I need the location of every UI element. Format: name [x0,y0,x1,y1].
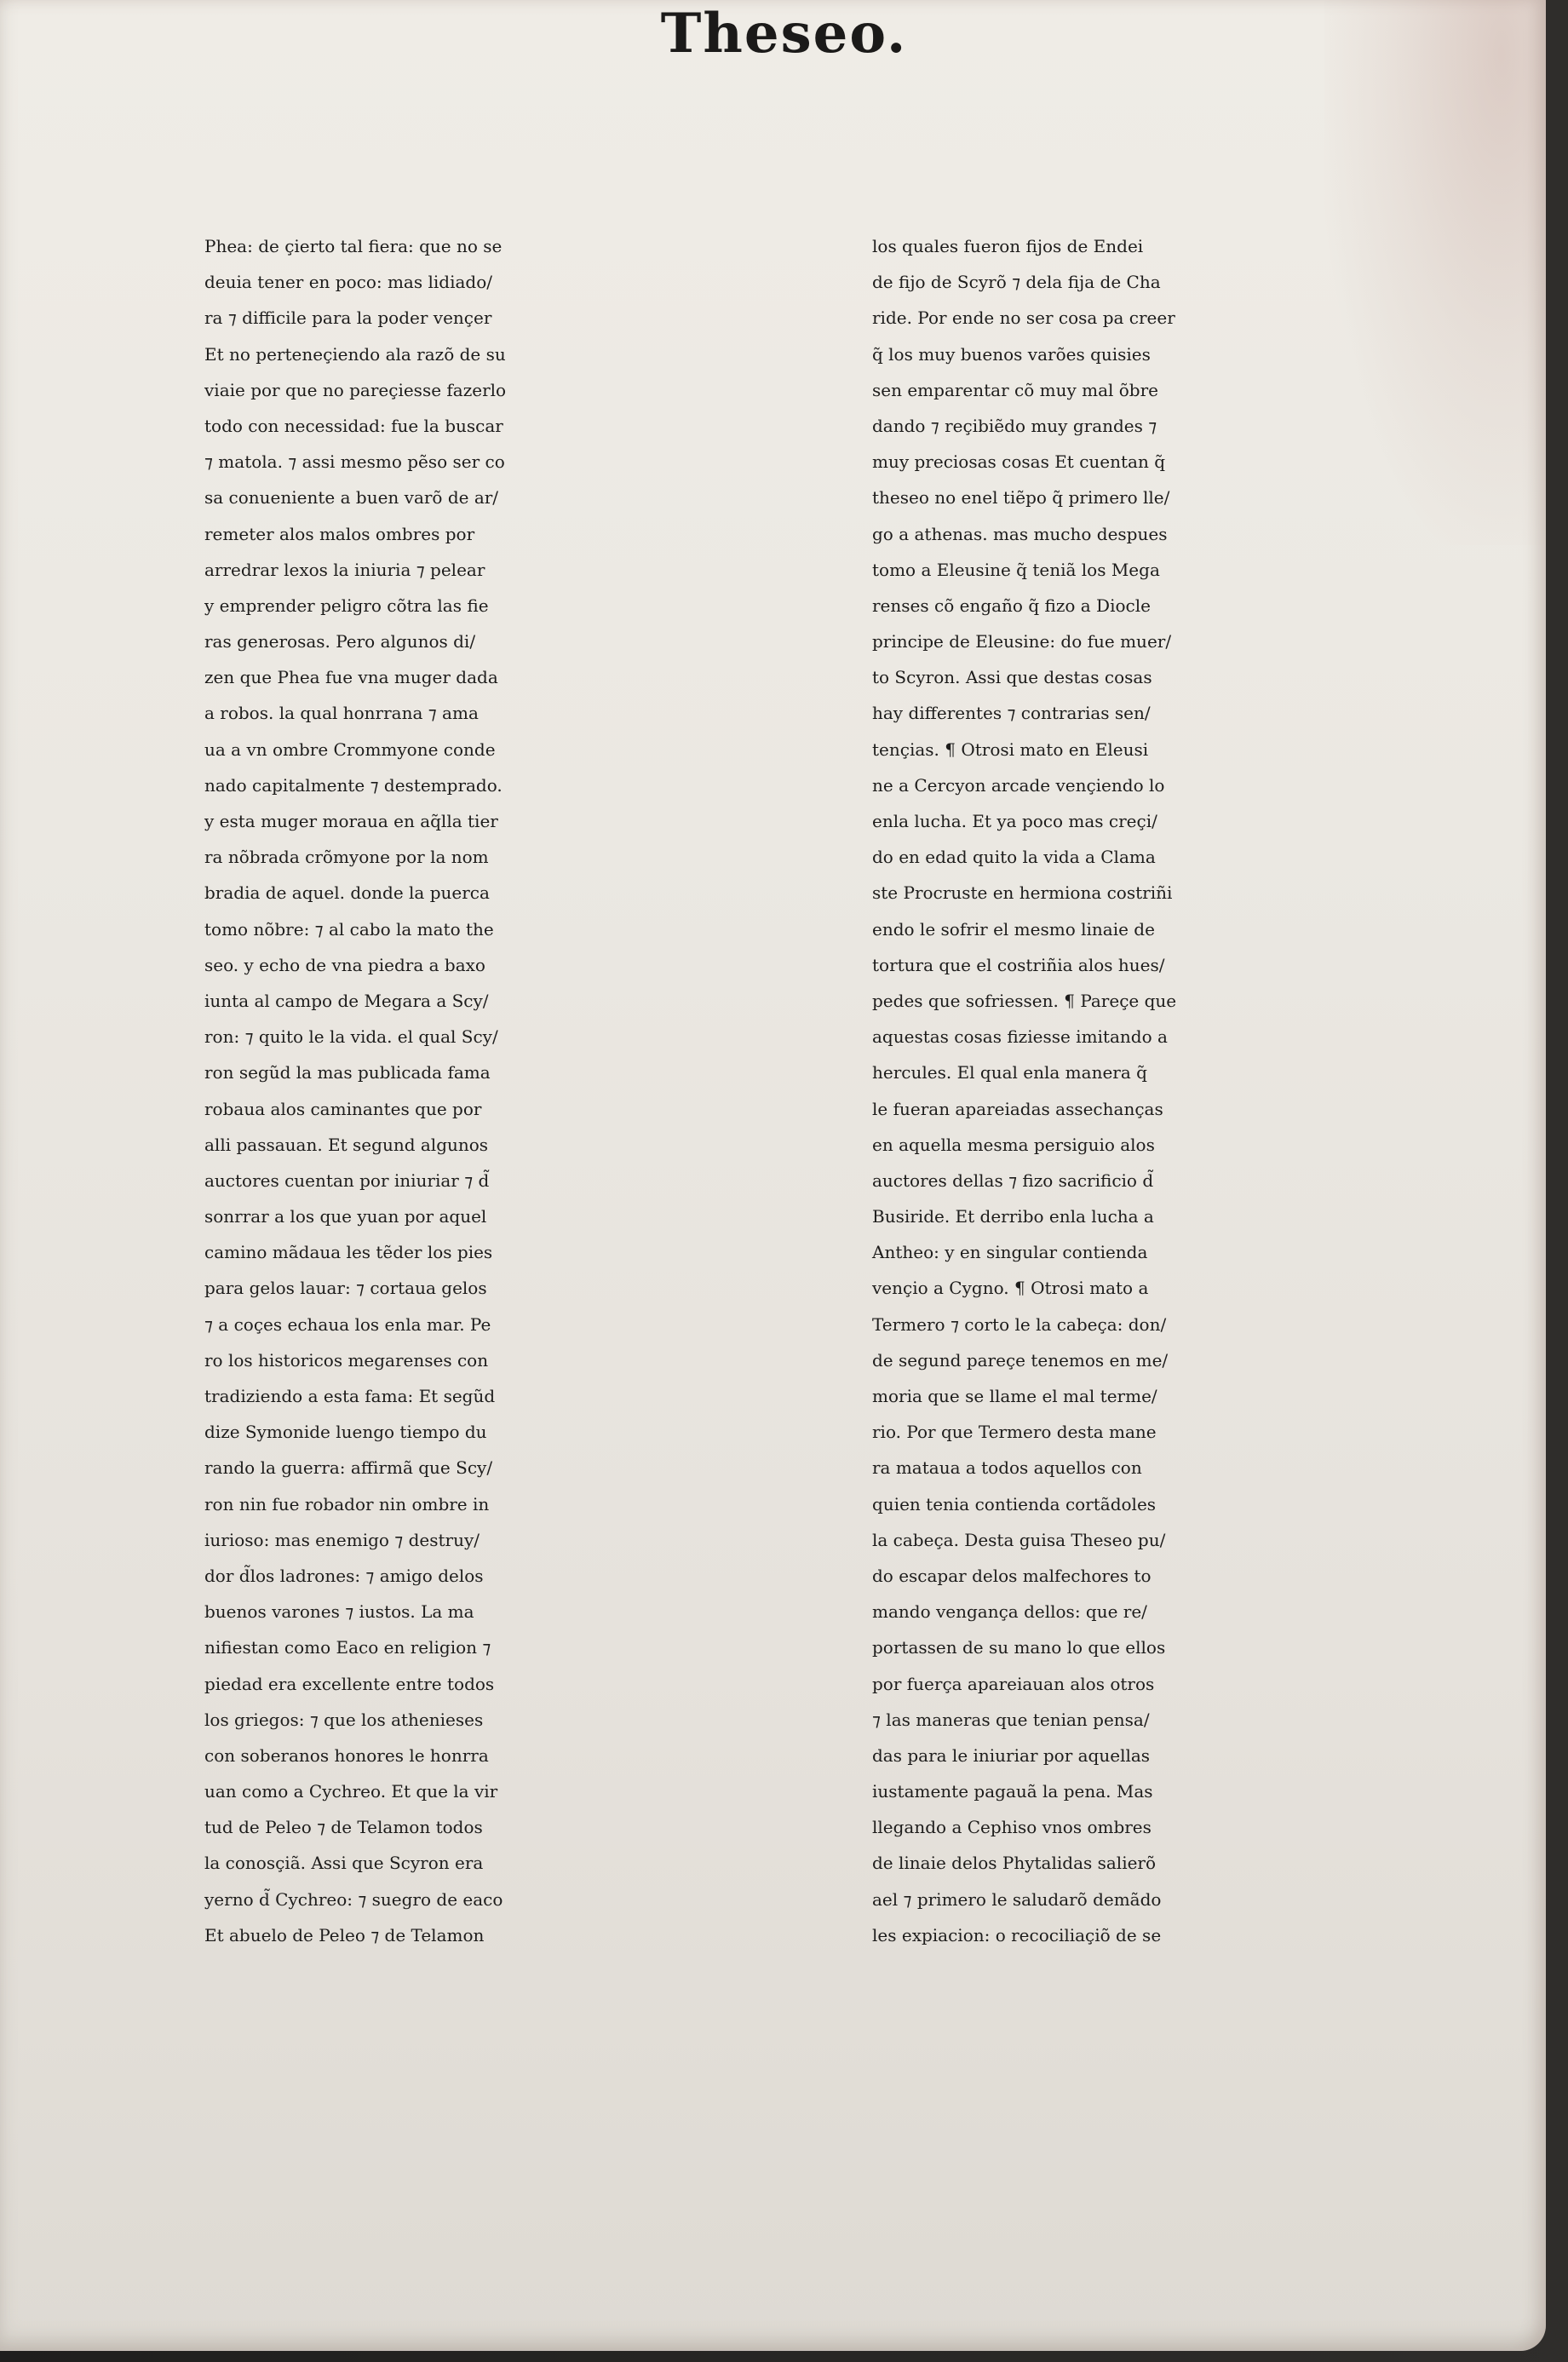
text-line: Phea: de çierto tal fiera: que no se [204,236,503,256]
text-line: en aquella mesma persiguio alos [872,1134,1155,1155]
text-line: do escapar delos malfechores to [872,1565,1152,1586]
text-line: muy preciosas cosas Et cuentan q̃ [872,451,1165,473]
text-line: de linaie delos Phytalidas salierõ [872,1853,1157,1874]
text-line: q̃ los muy buenos varões quisies [872,343,1151,365]
text-line: auctores dellas ⁊ fizo sacrificio d̃ [872,1170,1154,1191]
text-line: Busiride. Et derribo enla lucha a [872,1206,1154,1227]
text-line: ride. Por ende no ser cosa pa creer [872,307,1175,329]
text-line: y emprender peligro cõtra las fie [204,595,489,616]
text-line: viaie por que no pareçiesse fazerlo [204,379,507,400]
left-text-column [204,228,801,1953]
text-line: endo le sofrir el mesmo linaie de [872,918,1155,940]
text-line: sa conueniente a buen varõ de ar/ [204,487,499,509]
text-line: tençias. ¶ Otrosi mato en Eleusi [872,738,1149,760]
text-line: camino mãdaua les tẽder los pies [204,1242,493,1263]
text-line: ras generosas. Pero algunos di/ [204,631,476,652]
text-line: tradiziendo a esta fama: Et segũd [204,1386,496,1406]
text-line: ne a Cercyon arcade vençiendo lo [872,774,1165,796]
text-line: la conosçiã. Assi que Scyron era [204,1853,484,1874]
text-line: iustamente pagauã la pena. Mas [872,1781,1153,1802]
text-line: bradia de aquel. donde la puerca [204,882,490,904]
running-head: Theseo. [660,2,908,66]
text-line: iunta al campo de Megara a Scy/ [204,990,489,1011]
text-line: ron nin fue robador nin ombre in [204,1493,490,1514]
text-line: para gelos lauar: ⁊ cortaua gelos [204,1278,487,1299]
text-line: de segund pareçe tenemos en me/ [872,1349,1169,1371]
text-line: vençio a Cygno. ¶ Otrosi mato a [872,1278,1149,1299]
text-line: Antheo: y en singular contienda [872,1242,1148,1263]
text-line: ael ⁊ primero le saludarõ demãdo [872,1888,1162,1910]
text-line: do en edad quito la vida a Clama [872,847,1156,868]
text-line: nifiestan como Eaco en religion ⁊ [204,1637,491,1658]
text-line: les expiacion: o recociliaçiõ de se [872,1924,1162,1945]
text-line: todo con necessidad: fue la buscar [204,415,503,436]
text-line: piedad era excellente entre todos [204,1673,495,1694]
text-line: to Scyron. Assi que destas cosas [872,667,1152,688]
text-line: iurioso: mas enemigo ⁊ destruy/ [204,1529,480,1550]
text-line: pedes que sofriessen. ¶ Pareçe que [872,990,1177,1011]
text-line: robaua alos caminantes que por [204,1098,482,1119]
text-line: tomo nõbre: ⁊ al cabo la mato the [204,918,494,940]
text-line: ron: ⁊ quito le la vida. el qual Scy/ [204,1026,498,1048]
text-line: los quales fueron fijos de Endei [872,236,1144,256]
text-line: rando la guerra: affirmã que Scy/ [204,1457,493,1479]
text-line: das para le iniuriar por aquellas [872,1744,1151,1766]
text-line: ⁊ matola. ⁊ assi mesmo pẽso ser co [204,451,505,473]
text-line: deuia tener en poco: mas lidiado/ [204,272,492,293]
text-line: la cabeça. Desta guisa Theseo pu/ [872,1529,1166,1550]
text-line: ra mataua a todos aquellos con [872,1457,1142,1479]
text-line: uan como a Cychreo. Et que la vir [204,1781,498,1802]
text-line: los griegos: ⁊ que los athenieses [204,1709,484,1730]
text-line: zen que Phea fue vna muger dada [204,667,498,688]
text-line: dize Symonide luengo tiempo du [204,1422,487,1443]
text-line: sen emparentar cõ muy mal õbre [872,379,1159,400]
text-line: arredrar lexos la iniuria ⁊ pelear [204,559,485,580]
text-line: seo. y echo de vna piedra a baxo [204,954,485,975]
text-line: moria que se llame el mal terme/ [872,1386,1157,1406]
text-line: ra ⁊ difficile para la poder vençer [204,307,492,329]
text-line: renses cõ engaño q̃ fizo a Diocle [872,595,1151,616]
text-line: ro los historicos megarenses con [204,1349,489,1371]
text-line: ste Procruste en hermiona costriñi [872,882,1173,904]
text-line: dando ⁊ reçibiẽdo muy grandes ⁊ [872,415,1157,436]
text-line: ua a vn ombre Crommyone conde [204,738,496,760]
text-line: principe de Eleusine: do fue muer/ [872,631,1172,652]
text-line: tortura que el costriñia alos hues/ [872,954,1165,975]
text-line: le fueran apareiadas assechanças [872,1098,1163,1119]
text-line: ⁊ a coçes echaua los enla mar. Pe [204,1313,491,1335]
text-line: llegando a Cephiso vnos ombres [872,1817,1152,1838]
text-line: Termero ⁊ corto le la cabeça: don/ [872,1313,1167,1335]
text-line: remeter alos malos ombres por [204,523,475,544]
text-line: quien tenia contienda cortãdoles [872,1493,1157,1514]
text-line: ron segũd la mas publicada fama [204,1062,491,1083]
text-line: Et no perteneçiendo ala razõ de su [204,343,506,365]
text-line: hercules. El qual enla manera q̃ [872,1062,1147,1083]
text-line: alli passauan. Et segund algunos [204,1134,489,1155]
text-line: yerno d̃ Cychreo: ⁊ suegro de eaco [204,1888,503,1910]
text-line: Et abuelo de Peleo ⁊ de Telamon [204,1924,485,1945]
text-line: dor d̃los ladrones: ⁊ amigo delos [204,1565,484,1586]
text-line: mando vengança dellos: que re/ [872,1601,1147,1623]
text-line: theseo no enel tiẽpo q̃ primero lle/ [872,487,1170,509]
text-line: hay differentes ⁊ contrarias sen/ [872,703,1151,724]
text-line: tud de Peleo ⁊ de Telamon todos [204,1817,483,1838]
text-line: tomo a Eleusine q̃ teniã los Mega [872,559,1160,580]
text-line: con soberanos honores le honrra [204,1744,489,1766]
right-text-column [872,228,1468,1953]
text-line: go a athenas. mas mucho despues [872,523,1168,544]
text-line: nado capitalmente ⁊ destemprado. [204,774,503,796]
text-line: sonrrar a los que yuan por aquel [204,1206,487,1227]
text-line: rio. Por que Termero desta mane [872,1422,1157,1443]
text-line: a robos. la qual honrrana ⁊ ama [204,703,479,724]
text-line: portassen de su mano lo que ellos [872,1637,1166,1658]
text-line: auctores cuentan por iniuriar ⁊ d̃ [204,1170,490,1191]
text-line: ra nõbrada crõmyone por la nom [204,847,489,868]
text-line: enla lucha. Et ya poco mas creçi/ [872,811,1157,831]
text-line: ⁊ las maneras que tenian pensa/ [872,1709,1150,1730]
text-line: por fuerça apareiauan alos otros [872,1673,1155,1694]
text-line: aquestas cosas fiziesse imitando a [872,1026,1168,1048]
text-line: y esta muger moraua en aq̃lla tier [204,811,498,831]
text-line: buenos varones ⁊ iustos. La ma [204,1601,474,1623]
text-line: de fijo de Scyrõ ⁊ dela fija de Cha [872,272,1161,293]
